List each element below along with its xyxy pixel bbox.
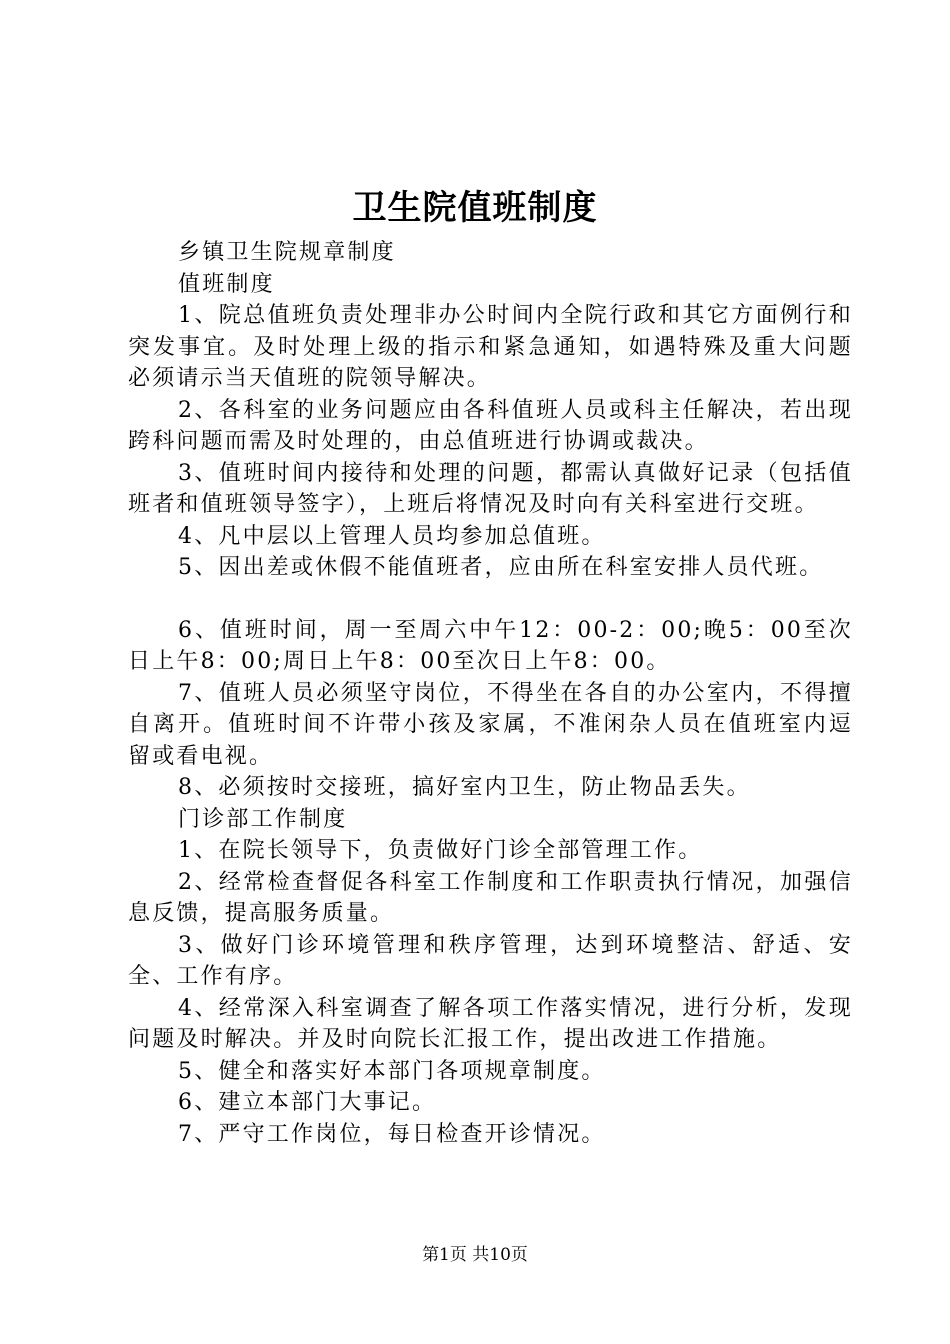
duty-rule-2: 2、各科室的业务问题应由各科值班人员或科主任解决，若出现跨科问题而需及时处理的，由总值班进行协调或裁决。	[128, 397, 853, 454]
document-body	[128, 237, 853, 1150]
section-heading-outpatient: 门诊部工作制度	[178, 806, 348, 832]
page-footer: 第1页 共10页	[422, 1245, 528, 1265]
duty-rule-4: 4、凡中层以上管理人员均参加总值班。	[178, 523, 606, 549]
duty-rule-8: 8、必须按时交接班，搞好室内卫生，防止物品丢失。	[178, 775, 751, 800]
subtitle-regulations: 乡镇卫生院规章制度	[178, 240, 396, 265]
duty-rule-6: 6、值班时间，周一至周六中午12：00-2：00;晚5：00至次日上午8：00;周日上午8：00至次日上午8：00。	[128, 617, 853, 674]
duty-rule-7: 7、值班人员必须坚守岗位，不得坐在各自的办公室内，不得擅自离开。值班时间不许带小孩及家属，不准闲杂人员在值班室内逗留或看电视。	[128, 680, 853, 769]
outpatient-rule-7: 7、严守工作岗位，每日检查开诊情况。	[178, 1121, 606, 1147]
duty-rule-1: 1、院总值班负责处理非办公时间内全院行政和其它方面例行和突发事宜。及时处理上级的指示和紧急通知，如遇特殊及重大问题必须请示当天值班的院领导解决。	[128, 303, 853, 391]
document-title: 卫生院值班制度	[352, 188, 598, 228]
section-heading-duty: 值班制度	[178, 271, 275, 297]
duty-rule-5: 5、因出差或休假不能值班者，应由所在科室安排人员代班。	[178, 555, 824, 580]
duty-rule-3: 3、值班时间内接待和处理的问题，都需认真做好记录（包括值班者和值班领导签字），上班后将情况及时向有关科室进行交班。	[128, 460, 853, 517]
outpatient-rule-4: 4、经常深入科室调查了解各项工作落实情况，进行分析，发现问题及时解决。并及时向院长汇报工作，提出改进工作措施。	[128, 995, 853, 1052]
outpatient-rule-2: 2、经常检查督促各科室工作制度和工作职责执行情况，加强信息反馈，提高服务质量。	[128, 869, 853, 926]
outpatient-rule-5: 5、健全和落实好本部门各项规章制度。	[178, 1058, 606, 1084]
outpatient-rule-6: 6、建立本部门大事记。	[178, 1090, 437, 1115]
outpatient-rule-3: 3、做好门诊环境管理和秩序管理，达到环境整洁、舒适、安全、工作有序。	[128, 932, 853, 989]
outpatient-rule-1: 1、在院长领导下，负责做好门诊全部管理工作。	[178, 838, 703, 863]
